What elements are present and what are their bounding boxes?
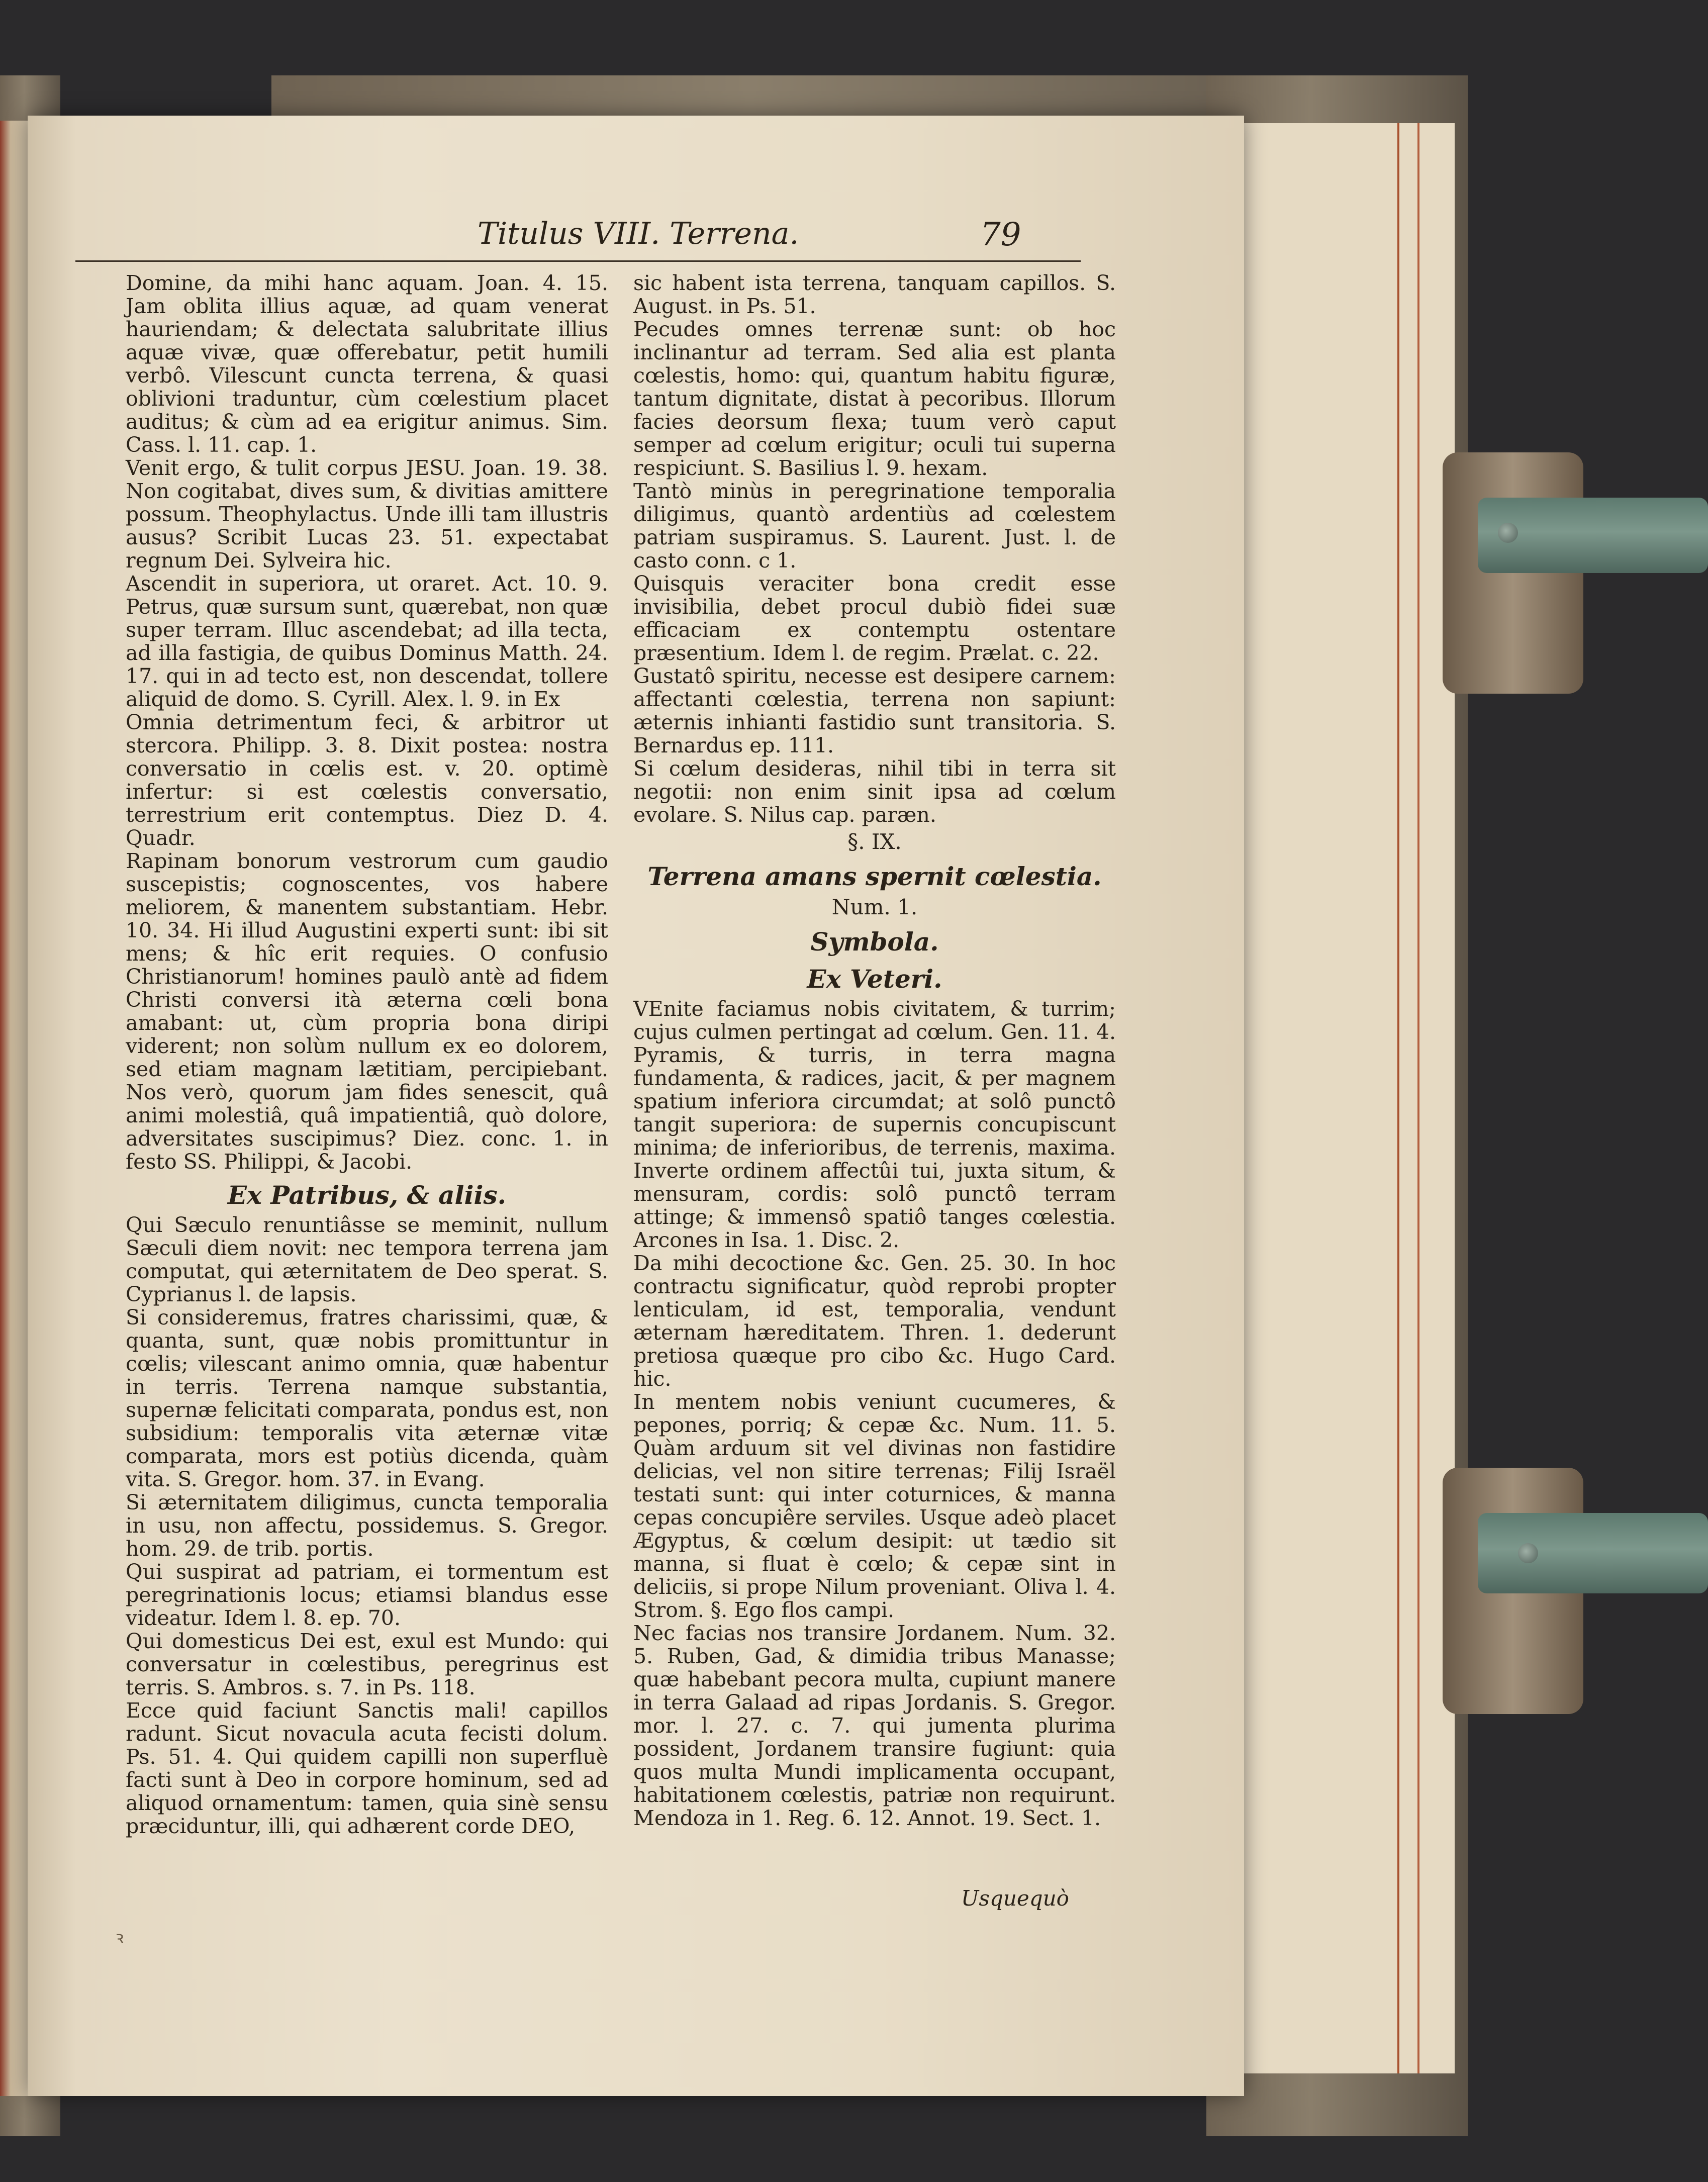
subsection-heading: Ex Veteri.: [807, 964, 942, 994]
section-heading: Ex Patribus, & aliis.: [227, 1180, 507, 1210]
clasp-mount-upper: [1443, 452, 1583, 694]
subsection-heading: Symbola.: [810, 927, 939, 957]
header-rule: [75, 260, 1081, 262]
paragraph: Qui Sæculo renuntiâsse se meminit, nullum Sæculi diem novit: nec tempora terrena jam computat, qui æternitatem de Deo sperat. S. Cyprianus l. de lapsis.: [126, 1213, 608, 1306]
paragraph: Ecce quid faciunt Sanctis mali! capillos radunt. Sicut novacula acuta fecisti dolum. Ps. 51. 4. Qui quidem capilli non superfluè facti sunt à Deo in corpore hominum, sed ad aliquod ornamentum: tamen, quia sinè sensu præciduntur, illi, qui adhærent corde DEO,: [126, 1698, 608, 1838]
paragraph: VEnite faciamus nobis civitatem, & turrim; cujus culmen pertingat ad cœlum. Gen. 11. 4. Pyramis, & turris, in terra magna fundamenta, & radices, jacit, & per magnem spatium inferiora circumdat; at solô punctô tangit superiora: de supernis concupiscunt minima; de inferioribus, de terrenis, maxima. Inverte ordinem affectûi tui, juxta situm, & mensuram, cordis: solô punctô terram attinge; & immensô spatiô tanges cœlestia. Arcones in Isa. 1. Disc. 2.: [633, 997, 1116, 1252]
paragraph: Gustatô spiritu, necesse est desipere carnem: affectanti cœlestia, terrena non sapiunt: æternis inhianti fastidio sunt transitoria. S. Bernardus ep. 111.: [633, 664, 1116, 757]
paragraph: Quisquis veraciter bona credit esse invisibilia, debet procul dubiò fidei suæ efficaciam ex contemptu ostentare præsentium. Idem l. de regim. Prælat. c. 22.: [633, 572, 1116, 665]
clasp-strap-lower: [1478, 1513, 1708, 1593]
rivet-icon: [1518, 1543, 1538, 1563]
paragraph: Pecudes omnes terrenæ sunt: ob hoc inclinantur ad terram. Sed alia est planta cœlestis, homo: qui, quantum habitu figuræ, tantum dignitate, distat à pecoribus. Illorum facies deorsum flexa; tuum verò caput semper ad cœlum erigitur; oculi tui superna respiciunt. S. Basilius l. 9. hexam.: [633, 317, 1116, 480]
paragraph: Nec facias nos transire Jordanem. Num. 32. 5. Ruben, Gad, & dimidia tribus Manasse; quæ habebant pecora multa, cupiunt manere in terra Galaad ad ripas Jordanis. S. Gregor. mor. l. 27. c. 7. qui jumenta plurima possident, Jordanem transire fugiunt: quia quos multa Mundi implicamenta occupant, habitationem cœlestis, patriæ non requirunt. Mendoza in 1. Reg. 6. 12. Annot. 19. Sect. 1.: [633, 1621, 1116, 1830]
paragraph: Rapinam bonorum vestrorum cum gaudio suscepistis; cognoscentes, vos habere meliorem, & manentem substantiam. Hebr. 10. 34. Hi illud Augustini experti sunt: ibi sit mens; & hîc erit requies. O confusio Christianorum! homines paulò antè ad fidem Christi conversi ità æterna cœli bona amabant: ut, cùm propria bona diripi viderent; non solùm nullum ex eo dolorem, sed etiam magnam lætitiam, percipiebant. Nos verò, quorum jam fides senescit, quâ animi molestiâ, quâ impatientiâ, quò dolore, adversitates suscipimus? Diez. conc. 1. in festo SS. Philippi, & Jacobi.: [126, 849, 608, 1174]
signature-mark: ꝛ: [116, 1928, 124, 1948]
running-title: Titulus VIII. Terrena.: [478, 216, 799, 251]
page-stack-edge-2: [1417, 123, 1450, 2073]
paragraph: Ascendit in superiora, ut oraret. Act. 10. 9. Petrus, quæ sursum sunt, quærebat, non quæ super terram. Illuc ascendebat; ad illa tecta, ad illa fastigia, de quibus Dominus Matth. 24. 17. qui in ad tecto est, non descendat, tollere aliquid de domo. S. Cyrill. Alex. l. 9. in Ex: [126, 572, 608, 711]
paragraph: Qui suspirat ad patriam, ei tormentum est peregrinationis locus; etiamsi blandus esse videatur. Idem l. 8. ep. 70.: [126, 1560, 608, 1630]
catchword: Usquequò: [961, 1886, 1069, 1911]
paragraph: Qui domesticus Dei est, exul est Mundo: qui conversatur in cœlestibus, peregrinus est terris. S. Ambros. s. 7. in Ps. 118.: [126, 1629, 608, 1699]
paragraph: Domine, da mihi hanc aquam. Joan. 4. 15. Jam oblita illius aquæ, ad quam venerat hauriendam; & delectata salubritate illius aquæ vivæ, quæ offerebatur, petit humili verbô. Vilescunt cuncta terrena, & quasi oblivioni traduntur, cùm cœlestium placet auditus; & cùm ad ea erigitur animus. Sim. Cass. l. 11. cap. 1.: [126, 271, 608, 457]
paragraph: Tantò minùs in peregrinatione temporalia diligimus, quantò ardentiùs ad cœlestem patriam suspiramus. S. Laurent. Just. l. de casto conn. c 1.: [633, 479, 1116, 573]
paragraph: In mentem nobis veniunt cucumeres, & pepones, porriq; & cepæ &c. Num. 11. 5. Quàm arduum sit vel divinas non fastidire delicias, vel non sitire terrenas; Filij Israël testati sunt: qui inter coturnices, & manna cepas concupiêre serviles. Usque adeò placet Ægyptus, & cœlum desipit: ut tædio sit manna, si fluat è cœlo; & cepæ sint in deliciis, si prope Nilum proveniant. Oliva l. 4. Strom. §. Ego flos campi.: [633, 1390, 1116, 1622]
paragraph: sic habent ista terrena, tanquam capillos. S. August. in Ps. 51.: [633, 271, 1116, 318]
section-number: §. IX.: [847, 829, 902, 854]
right-text-column: [633, 271, 1116, 1830]
rivet-icon: [1498, 523, 1518, 543]
page-header: [75, 216, 1081, 261]
paragraph: Si æternitatem diligimus, cuncta temporalia in usu, non affectu, possidemus. S. Gregor. hom. 29. de trib. portis.: [126, 1490, 608, 1561]
paragraph: Venit ergo, & tulit corpus JESU. Joan. 19. 38. Non cogitabat, dives sum, & divitias amittere possum. Theophylactus. Unde illi tam illustris ausus? Scribit Lucas 23. 51. expectabat regnum Dei. Sylveira hic.: [126, 456, 608, 573]
paragraph: Da mihi decoctione &c. Gen. 25. 30. In hoc contractu significatur, quòd reprobi propter lenticulam, id est, temporalia, vendunt æternam hæreditatem. Thren. 1. dederunt pretiosa quæque pro cibo &c. Hugo Card. hic.: [633, 1251, 1116, 1391]
left-text-column: [126, 271, 608, 1838]
page-number: 79: [980, 216, 1021, 253]
paragraph: Omnia detrimentum feci, & arbitror ut stercora. Philipp. 3. 8. Dixit postea: nostra conversatio in cœlis est. v. 20. optimè infertur: si est cœlestis conversatio, terrestrium erit contemptus. Diez D. 4. Quadr.: [126, 710, 608, 850]
subsection-number: Num. 1.: [831, 895, 918, 919]
paragraph: Si consideremus, fratres charissimi, quæ, & quanta, sunt, quæ nobis promittuntur in cœlis; vilescant animo omnia, quæ habentur in terris. Terrena namque substantia, supernæ felicitati comparata, pondus est, non subsidium: temporalis vita æternæ vitæ comparata, mors est potiùs dicenda, quàm vita. S. Gregor. hom. 37. in Evang.: [126, 1305, 608, 1491]
section-heading: Terrena amans spernit cœlestia.: [647, 862, 1102, 891]
paragraph: Si cœlum desideras, nihil tibi in terra sit negotii: non enim sinit ipsa ad cœlum evolare. S. Nilus cap. paræn.: [633, 756, 1116, 827]
